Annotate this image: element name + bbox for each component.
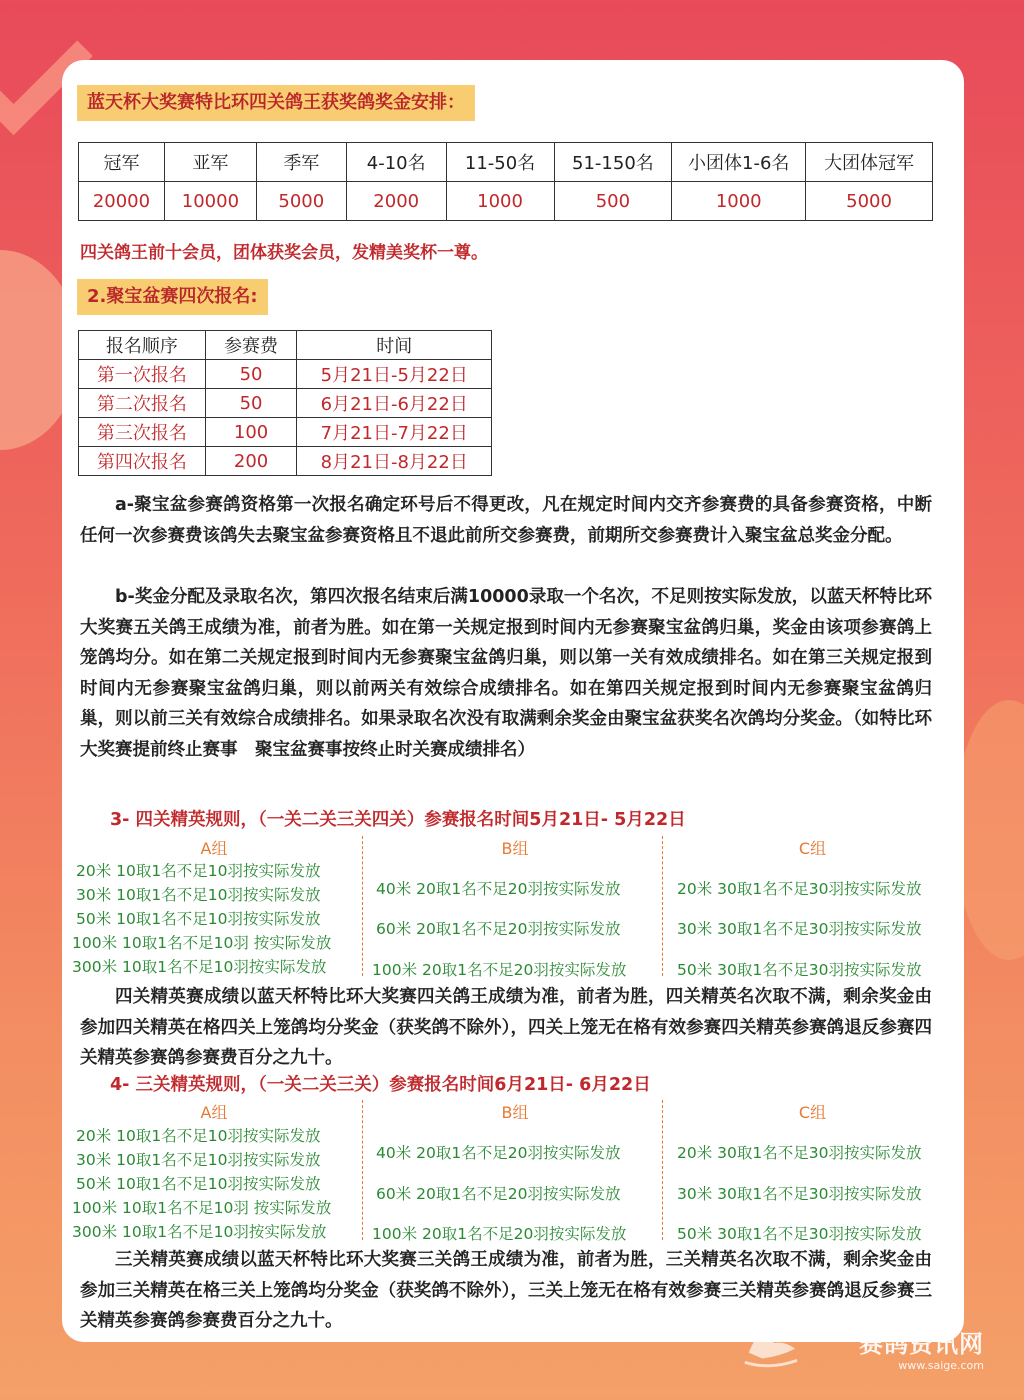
table-row <box>79 360 492 389</box>
table-header-cell: 小团体1-6名 <box>672 143 806 182</box>
three-elite-b-line: 100米 20取1名不足20羽按实际发放 <box>372 1225 627 1243</box>
table-cell: 5000 <box>806 182 933 221</box>
table-header-cell: 季军 <box>256 143 346 182</box>
background-circle <box>954 700 1024 960</box>
table-cell: 200 <box>205 447 297 476</box>
group-divider <box>662 1100 663 1240</box>
three-elite-a-line: 30米 10取1名不足10羽按实际发放 <box>76 1151 321 1169</box>
four-elite-a-line: 300米 10取1名不足10羽按实际发放 <box>72 958 327 976</box>
three-elite-a-line: 20米 10取1名不足10羽按实际发放 <box>76 1127 321 1145</box>
jubaopen-table <box>78 330 492 476</box>
four-elite-group-b-label: B组 <box>501 839 529 858</box>
table-cell: 第二次报名 <box>79 389 206 418</box>
three-elite-title: 4- 三关精英规则，（一关二关三关）参赛报名时间6月21日- 6月22日 <box>110 1075 651 1095</box>
jubaopen-title: 2.聚宝盆赛四次报名: <box>77 279 268 315</box>
four-elite-title: 3- 四关精英规则，（一关二关三关四关）参赛报名时间5月21日- 5月22日 <box>110 810 686 830</box>
table-cell: 6月21日-6月22日 <box>297 389 492 418</box>
four-elite-b-line: 100米 20取1名不足20羽按实际发放 <box>372 961 627 979</box>
four-elite-a-line: 30米 10取1名不足10羽按实际发放 <box>76 886 321 904</box>
table-cell: 50 <box>205 389 297 418</box>
table-cell: 5月21日-5月22日 <box>297 360 492 389</box>
table-cell: 1000 <box>672 182 806 221</box>
group-divider <box>362 1100 363 1240</box>
table-header-cell: 11-50名 <box>446 143 554 182</box>
three-elite-a-line: 100米 10取1名不足10羽 按实际发放 <box>72 1199 332 1217</box>
table-row <box>79 447 492 476</box>
table-cell: 5000 <box>256 182 346 221</box>
three-elite-a-line: 300米 10取1名不足10羽按实际发放 <box>72 1223 327 1241</box>
prize-note: 四关鸽王前十会员，团体获奖会员，发精美奖杯一尊。 <box>80 243 488 263</box>
table-header-row <box>79 331 492 360</box>
three-elite-c-line: 50米 30取1名不足30羽按实际发放 <box>677 1225 922 1243</box>
table-cell: 20000 <box>79 182 165 221</box>
four-elite-a-line: 20米 10取1名不足10羽按实际发放 <box>76 862 321 880</box>
table-cell: 100 <box>205 418 297 447</box>
watermark-text: 赛鸽资讯网 <box>859 1330 984 1358</box>
table-header-cell: 时间 <box>297 331 492 360</box>
three-elite-rule: 三关精英赛成绩以蓝天杯特比环大奖赛三关鸽王成绩为准，前者为胜，三关精英名次取不满，剩余奖金由参加三关精英在格三关上笼鸽均分奖金（获奖鸽不除外），三关上笼无在格有效参赛三关精英参赛鸽退反参赛三关精英参赛鸽参赛费百分之九十。 <box>80 1250 932 1331</box>
four-elite-b-line: 40米 20取1名不足20羽按实际发放 <box>376 880 621 898</box>
four-elite-c-line: 30米 30取1名不足30羽按实际发放 <box>677 920 922 938</box>
table-cell: 50 <box>205 360 297 389</box>
three-elite-c-line: 20米 30取1名不足30羽按实际发放 <box>677 1144 922 1162</box>
table-header-cell: 大团体冠军 <box>806 143 933 182</box>
group-divider <box>662 836 663 976</box>
table-cell: 8月21日-8月22日 <box>297 447 492 476</box>
table-header-row <box>79 143 933 182</box>
four-elite-c-line: 20米 30取1名不足30羽按实际发放 <box>677 880 922 898</box>
table-cell: 第三次报名 <box>79 418 206 447</box>
table-cell: 10000 <box>164 182 256 221</box>
four-elite-a-line: 50米 10取1名不足10羽按实际发放 <box>76 910 321 928</box>
three-elite-b-line: 40米 20取1名不足20羽按实际发放 <box>376 1144 621 1162</box>
three-elite-c-line: 30米 30取1名不足30羽按实际发放 <box>677 1185 922 1203</box>
table-cell: 2000 <box>346 182 446 221</box>
three-elite-b-line: 60米 20取1名不足20羽按实际发放 <box>376 1185 621 1203</box>
table-cell: 第四次报名 <box>79 447 206 476</box>
table-header-cell: 参赛费 <box>205 331 297 360</box>
four-elite-group-a-label: A组 <box>200 839 228 858</box>
watermark-url: www.saige.com <box>898 1359 984 1372</box>
four-elite-rule: 四关精英赛成绩以蓝天杯特比环大奖赛四关鸽王成绩为准，前者为胜，四关精英名次取不满，剩余奖金由参加四关精英在格四关上笼鸽均分奖金（获奖鸽不除外），四关上笼无在格有效参赛四关精英参赛鸽退反参赛四关精英参赛鸽参赛费百分之九十。 <box>80 987 932 1068</box>
watermark <box>859 1324 984 1372</box>
table-cell: 7月21日-7月22日 <box>297 418 492 447</box>
pigeon-icon <box>741 1314 799 1372</box>
three-elite-group-c-label: C组 <box>798 1103 827 1122</box>
four-elite-b-line: 60米 20取1名不足20羽按实际发放 <box>376 920 621 938</box>
table-cell: 1000 <box>446 182 554 221</box>
table-row <box>79 389 492 418</box>
four-elite-group-c-label: C组 <box>798 839 827 858</box>
table-row <box>79 182 933 221</box>
table-header-cell: 4-10名 <box>346 143 446 182</box>
three-elite-a-line: 50米 10取1名不足10羽按实际发放 <box>76 1175 321 1193</box>
table-header-cell: 冠军 <box>79 143 165 182</box>
prize-section-title: 蓝天杯大奖赛特比环四关鸽王获奖鸽奖金安排： <box>77 85 475 121</box>
four-elite-c-line: 50米 30取1名不足30羽按实际发放 <box>677 961 922 979</box>
jubaopen-rule-a: a-聚宝盆参赛鸽资格第一次报名确定环号后不得更改，凡在规定时间内交齐参赛费的具备参赛资格，中断任何一次参赛费该鸽失去聚宝盆参赛资格且不退此前所交参赛费，前期所交参赛费计入聚宝盆总奖金分配。 <box>80 495 932 546</box>
table-header-cell: 亚军 <box>164 143 256 182</box>
table-cell: 500 <box>554 182 672 221</box>
four-elite-a-line: 100米 10取1名不足10羽 按实际发放 <box>72 934 332 952</box>
prize-table <box>78 142 933 221</box>
three-elite-group-a-label: A组 <box>200 1103 228 1122</box>
table-row <box>79 418 492 447</box>
table-header-cell: 51-150名 <box>554 143 672 182</box>
table-header-cell: 报名顺序 <box>79 331 206 360</box>
three-elite-group-b-label: B组 <box>501 1103 529 1122</box>
jubaopen-rule-b: b-奖金分配及录取名次，第四次报名结束后满10000录取一个名次，不足则按实际发放，以蓝天杯特比环大奖赛五关鸽王成绩为准，前者为胜。如在第一关规定报到时间内无参赛聚宝盆鸽归巢，奖金由该项参赛鸽上笼鸽均分。如在第二关规定报到时间内无参赛聚宝盆鸽归巢，则以第一关有效成绩排名。如在第三关规定报到时间内无参赛聚宝盆鸽归巢，则以前两关有效综合成绩排名。如在第四关规定报到时间内无参赛聚宝盆鸽归巢，则以前三关有效综合成绩排名。如果录取名次没有取满剩余奖金由聚宝盆获奖名次鸽均分奖金。（如特比环大奖赛提前终止赛事 聚宝盆赛事按终止时关赛成绩排名） <box>80 587 932 760</box>
group-divider <box>362 836 363 976</box>
table-cell: 第一次报名 <box>79 360 206 389</box>
